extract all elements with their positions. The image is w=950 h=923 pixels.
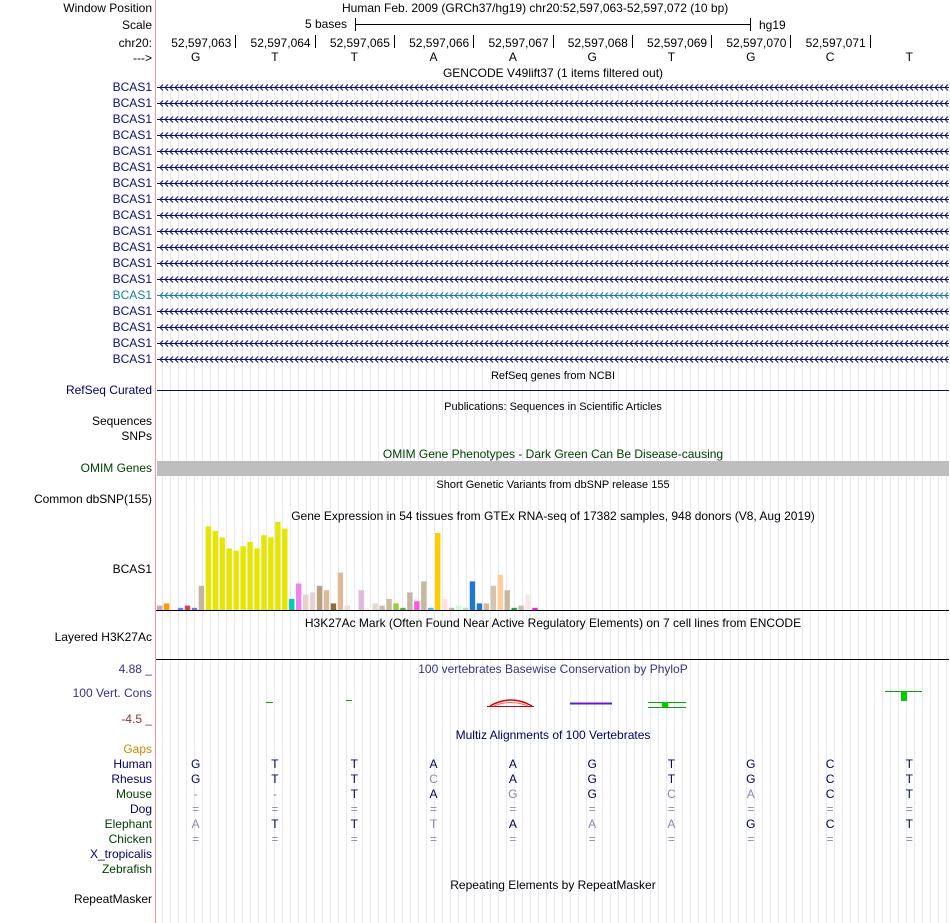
- gtex-tissue-bar: [268, 537, 273, 610]
- alignment-base: =: [271, 832, 279, 846]
- base-position-label: 52,597,066: [409, 36, 470, 50]
- alignment-base: T: [271, 817, 279, 831]
- base-position-label: 52,597,064: [250, 36, 311, 50]
- dbsnp-track-title[interactable]: Short Genetic Variants from dbSNP release 155: [436, 479, 670, 491]
- gtex-tissue-bar: [414, 601, 419, 610]
- gencode-transcript-label[interactable]: BCAS1: [112, 224, 152, 238]
- gencode-transcript-line[interactable]: [157, 165, 949, 171]
- gtex-tissue-bar: [477, 603, 482, 610]
- gtex-tissue-bar: [213, 531, 218, 610]
- repeatmasker-track-title[interactable]: Repeating Elements by RepeatMasker: [450, 878, 656, 892]
- gencode-transcript-line[interactable]: [157, 341, 949, 347]
- gtex-tissue-bar: [157, 606, 162, 610]
- alignment-base: A: [191, 817, 200, 831]
- gaps-label[interactable]: Gaps: [123, 742, 152, 756]
- alignment-base: T: [350, 787, 358, 801]
- base-position-label: 52,597,067: [488, 36, 549, 50]
- gtex-tissue-bar: [206, 526, 211, 610]
- gencode-transcript-line[interactable]: [157, 197, 949, 203]
- gtex-tissue-bar: [400, 608, 405, 610]
- species-label[interactable]: Human: [113, 757, 152, 771]
- alignment-base: C: [429, 772, 438, 786]
- gencode-transcript-label[interactable]: BCAS1: [112, 176, 152, 190]
- alignment-base: C: [667, 787, 676, 801]
- gtex-tissue-bar: [240, 546, 245, 610]
- alignment-base: T: [350, 772, 358, 786]
- refseq-label[interactable]: RefSeq Curated: [65, 383, 152, 397]
- alignment-base: G: [587, 772, 597, 786]
- gtex-tissue-bar: [247, 542, 252, 610]
- gtex-tissue-bar: [296, 584, 301, 610]
- alignment-base: =: [271, 802, 279, 816]
- alignment-base: A: [667, 817, 676, 831]
- h3k27ac-track-title[interactable]: H3K27Ac Mark (Often Found Near Active Regulatory Elements) on 7 cell lines from ENCODE: [304, 616, 802, 630]
- window-position-label: Window Position: [63, 1, 152, 15]
- alignment-base: =: [350, 802, 358, 816]
- base-position-label: 52,597,071: [805, 36, 866, 50]
- gencode-transcript-label[interactable]: BCAS1: [112, 144, 152, 158]
- gencode-transcript-line[interactable]: [157, 117, 949, 123]
- alignment-base: T: [905, 757, 914, 771]
- gencode-transcript-line[interactable]: [157, 277, 949, 283]
- gencode-transcript-label[interactable]: BCAS1: [112, 80, 152, 94]
- gencode-transcript-label[interactable]: BCAS1: [112, 256, 152, 270]
- alignment-base: C: [825, 787, 835, 801]
- phylop-track-title[interactable]: 100 vertebrates Basewise Conservation by PhyloP: [418, 662, 688, 676]
- reference-base: T: [905, 50, 914, 64]
- alignment-base: G: [746, 772, 756, 786]
- gencode-transcript-line[interactable]: [157, 101, 949, 107]
- alignment-base: T: [905, 787, 914, 801]
- alignment-base: -: [272, 787, 277, 801]
- reference-base: T: [271, 50, 279, 64]
- refseq-track-title[interactable]: RefSeq genes from NCBI: [490, 370, 616, 382]
- gtex-tissue-bar: [498, 575, 503, 610]
- alignment-base: =: [588, 832, 596, 846]
- gencode-transcript-line[interactable]: [157, 357, 949, 363]
- gtex-tissue-bar: [525, 595, 530, 610]
- alignment-base: C: [825, 772, 835, 786]
- gtex-tissue-bar: [345, 606, 350, 610]
- species-label[interactable]: Dog: [129, 802, 152, 816]
- window-position-text: Human Feb. 2009 (GRCh37/hg19) chr20:52,597,063-52,597,072 (10 bp): [342, 1, 729, 15]
- gtex-label[interactable]: BCAS1: [112, 562, 152, 576]
- gtex-tissue-bar: [317, 586, 322, 610]
- chrom-label: chr20:: [118, 36, 152, 50]
- gtex-tissue-bar: [254, 548, 259, 610]
- gtex-tissue-bar: [505, 590, 510, 610]
- species-label[interactable]: Rhesus: [111, 772, 152, 786]
- alignment-base: T: [429, 817, 438, 831]
- alignment-base: =: [905, 802, 913, 816]
- base-position-label: 52,597,070: [726, 36, 787, 50]
- gtex-tissue-bar: [456, 606, 461, 610]
- scale-text: 5 bases: [305, 17, 348, 31]
- gencode-transcript-line[interactable]: [157, 293, 949, 299]
- gtex-tissue-bar: [227, 548, 232, 610]
- gencode-transcript-line[interactable]: [157, 149, 949, 155]
- alignment-base: =: [747, 802, 755, 816]
- gencode-transcript-label[interactable]: BCAS1: [112, 304, 152, 318]
- gtex-tissue-bar: [185, 606, 190, 610]
- alignment-base: T: [271, 757, 279, 771]
- alignment-base: -: [193, 787, 198, 801]
- gtex-tissue-bar: [484, 603, 489, 610]
- base-position-label: 52,597,063: [171, 36, 232, 50]
- gencode-transcript-line[interactable]: [157, 133, 949, 139]
- gtex-tissue-bar: [303, 595, 308, 610]
- alignment-base: A: [429, 787, 438, 801]
- omim-gene-bar[interactable]: [157, 461, 949, 476]
- alignment-base: =: [350, 832, 358, 846]
- alignment-base: G: [190, 757, 201, 771]
- alignment-base: =: [192, 802, 200, 816]
- species-label[interactable]: X_tropicalis: [89, 847, 152, 861]
- alignment-base: A: [508, 757, 517, 771]
- alignment-base: G: [746, 817, 756, 831]
- gencode-track-title[interactable]: GENCODE V49lift37 (1 items filtered out): [442, 66, 664, 80]
- alignment-base: =: [905, 832, 913, 846]
- alignment-base: T: [667, 772, 676, 786]
- gencode-transcript-label[interactable]: BCAS1: [112, 192, 152, 206]
- gtex-tissue-bar: [233, 551, 238, 610]
- omim-track-title[interactable]: OMIM Gene Phenotypes - Dark Green Can Be Disease-causing: [382, 447, 724, 461]
- alignment-base: G: [587, 757, 597, 771]
- phylop-label[interactable]: 100 Vert. Cons: [72, 686, 152, 700]
- reference-base: G: [587, 50, 597, 64]
- species-label[interactable]: Zebrafish: [101, 862, 152, 876]
- h3k27ac-label[interactable]: Layered H3K27Ac: [54, 630, 152, 644]
- gtex-tissue-bar: [379, 606, 384, 610]
- gtex-tissue-bar: [518, 606, 523, 610]
- base-position-label: 52,597,065: [329, 36, 390, 50]
- alignment-base: A: [746, 787, 755, 801]
- gtex-tissue-bar: [491, 586, 496, 610]
- alignment-base: =: [826, 802, 834, 816]
- gtex-tissue-bar: [421, 581, 426, 610]
- gtex-tissue-bar: [435, 533, 440, 610]
- alignment-base: =: [430, 802, 438, 816]
- alignment-base: =: [588, 802, 596, 816]
- gtex-tissue-bar: [220, 537, 225, 610]
- gtex-tissue-bar: [282, 529, 287, 610]
- gencode-transcript-label[interactable]: BCAS1: [112, 352, 152, 366]
- reference-base: C: [825, 50, 835, 64]
- alignment-base: T: [271, 772, 279, 786]
- gencode-transcript-line[interactable]: [157, 325, 949, 331]
- species-label[interactable]: Mouse: [115, 787, 152, 801]
- alignment-base: A: [508, 817, 517, 831]
- alignment-base: G: [508, 787, 518, 801]
- publications-label-line2[interactable]: SNPs: [121, 429, 152, 443]
- gtex-tissue-bar: [331, 603, 336, 610]
- gencode-transcript-label[interactable]: BCAS1: [112, 160, 152, 174]
- gtex-tissue-bar: [366, 608, 371, 610]
- gtex-tissue-bar: [463, 608, 468, 610]
- gencode-transcript-line[interactable]: [157, 309, 949, 315]
- omim-label[interactable]: OMIM Genes: [80, 461, 152, 475]
- species-label[interactable]: Elephant: [104, 817, 152, 831]
- publications-track-title[interactable]: Publications: Sequences in Scientific Articles: [444, 401, 662, 413]
- gtex-tissue-bar: [164, 603, 169, 610]
- alignment-base: T: [667, 757, 676, 771]
- base-position-label: 52,597,069: [647, 36, 708, 50]
- publications-label-line1[interactable]: Sequences: [91, 414, 152, 428]
- reference-base: A: [508, 50, 517, 64]
- gencode-transcript-label[interactable]: BCAS1: [112, 336, 152, 350]
- repeatmasker-label[interactable]: RepeatMasker: [73, 892, 152, 906]
- species-label[interactable]: Chicken: [108, 832, 152, 846]
- gencode-transcript-line[interactable]: [157, 229, 949, 235]
- multiz-track-title[interactable]: Multiz Alignments of 100 Vertebrates: [455, 728, 651, 742]
- alignment-base: =: [667, 802, 675, 816]
- alignment-base: T: [905, 817, 914, 831]
- gencode-transcript-line[interactable]: [157, 213, 949, 219]
- gencode-transcript-label[interactable]: BCAS1: [112, 320, 152, 334]
- alignment-base: T: [350, 757, 358, 771]
- gencode-transcript-line[interactable]: [157, 85, 949, 91]
- strand-label: --->: [133, 51, 152, 65]
- gencode-transcript-line[interactable]: [157, 245, 949, 251]
- gtex-bar-chart[interactable]: [157, 522, 538, 610]
- gtex-tissue-bar: [338, 573, 343, 610]
- gencode-transcript-label[interactable]: BCAS1: [112, 288, 152, 302]
- scale-label: Scale: [121, 18, 152, 32]
- gtex-tissue-bar: [532, 608, 537, 610]
- base-position-label: 52,597,068: [567, 36, 628, 50]
- gencode-transcript-label[interactable]: BCAS1: [112, 272, 152, 286]
- gtex-tissue-bar: [393, 603, 398, 610]
- reference-base: G: [746, 50, 756, 64]
- gtex-tissue-bar: [372, 603, 377, 610]
- gencode-transcript-label[interactable]: BCAS1: [112, 96, 152, 110]
- alignment-base: =: [747, 832, 755, 846]
- dbsnp-label[interactable]: Common dbSNP(155): [33, 492, 152, 506]
- reference-base: T: [350, 50, 358, 64]
- alignment-base: A: [508, 772, 517, 786]
- reference-base: T: [667, 50, 676, 64]
- alignment-base: A: [588, 817, 597, 831]
- gencode-transcript-label[interactable]: BCAS1: [112, 112, 152, 126]
- gencode-transcript-label[interactable]: BCAS1: [112, 240, 152, 254]
- phylop-ymax: 4.88 _: [118, 662, 152, 676]
- gtex-tissue-bar: [428, 608, 433, 610]
- alignment-base: =: [192, 832, 200, 846]
- alignment-base: C: [825, 757, 835, 771]
- gencode-transcript-label[interactable]: BCAS1: [112, 208, 152, 222]
- alignment-base: =: [509, 832, 517, 846]
- gtex-tissue-bar: [324, 590, 329, 610]
- alignment-base: G: [190, 772, 201, 786]
- gtex-tissue-bar: [449, 608, 454, 610]
- alignment-base: A: [429, 757, 438, 771]
- gencode-transcript-label[interactable]: BCAS1: [112, 128, 152, 142]
- gtex-tissue-bar: [310, 592, 315, 610]
- alignment-base: =: [509, 802, 517, 816]
- gtex-tissue-bar: [359, 590, 364, 610]
- gtex-tissue-bar: [407, 592, 412, 610]
- gtex-tissue-bar: [178, 608, 183, 610]
- alignment-base: T: [350, 817, 358, 831]
- gencode-transcript-line[interactable]: [157, 181, 949, 187]
- alignment-base: G: [587, 787, 597, 801]
- gtex-tissue-bar: [261, 535, 266, 610]
- alignment-base: T: [905, 772, 914, 786]
- reference-base: A: [429, 50, 438, 64]
- gtex-tissue-bar: [289, 599, 294, 610]
- gtex-tissue-bar: [470, 581, 475, 610]
- alignment-base: C: [825, 817, 835, 831]
- gtex-tissue-bar: [511, 608, 516, 610]
- gencode-transcript-line[interactable]: [157, 261, 949, 267]
- scale-assembly: hg19: [759, 18, 786, 32]
- alignment-base: =: [430, 832, 438, 846]
- gtex-track-title[interactable]: Gene Expression in 54 tissues from GTEx RNA-seq of 17382 samples, 948 donors (V8, Aug 2019): [291, 509, 815, 523]
- gtex-tissue-bar: [275, 522, 280, 610]
- phylop-ymin: -4.5 _: [121, 712, 152, 726]
- gtex-tissue-bar: [192, 608, 197, 610]
- gtex-tissue-bar: [199, 586, 204, 610]
- alignment-base: =: [826, 832, 834, 846]
- alignment-base: G: [746, 757, 756, 771]
- gtex-tissue-bar: [442, 599, 447, 610]
- reference-base: G: [190, 50, 201, 64]
- alignment-base: =: [667, 832, 675, 846]
- gtex-tissue-bar: [386, 599, 391, 610]
